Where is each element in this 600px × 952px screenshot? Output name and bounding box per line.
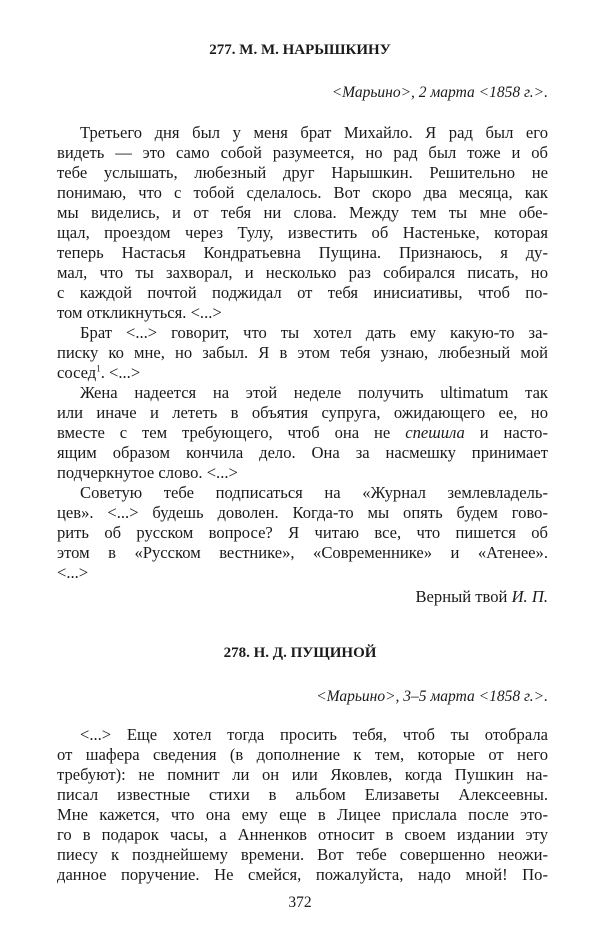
- text-segment: от шафера сведения (в дополнение к тем, которые от него: [57, 745, 548, 764]
- text-line: [57, 203, 548, 223]
- text-line: [57, 523, 548, 543]
- letter-278-body: [57, 725, 548, 885]
- signature-text: Верный твой: [415, 587, 512, 606]
- text-line: [57, 243, 548, 263]
- text-line: [57, 483, 548, 503]
- letter-278-date: <Марьино>, 3–5 марта <1858 г.>.: [316, 688, 548, 705]
- text-line: [57, 845, 548, 865]
- text-line: [57, 865, 548, 885]
- text-segment: щал, проездом через Тулу, известить об Настеньке, которая: [57, 223, 548, 242]
- text-line: [57, 363, 548, 383]
- text-segment: мал, что ты захворал, и несколько раз собирался писать, но: [57, 263, 548, 282]
- text-line: [57, 563, 548, 583]
- text-segment: с каждой почтой поджидал от тебя инисиативы, чтоб по-: [57, 283, 548, 302]
- text-segment: видеть — это само собой разумеется, но рад был тоже и об: [57, 143, 548, 162]
- text-line: [57, 503, 548, 523]
- text-segment: мы виделись, и от тебя ни слова. Между тем ты мне обе-: [57, 203, 548, 222]
- text-line: [57, 263, 548, 283]
- text-segment: тебе услышать, любезный друг Нарышкин. Решительно не: [57, 163, 548, 182]
- text-segment: понимаю, что с тобой сделалось. Вот скоро два месяца, как: [57, 183, 548, 202]
- text-segment: писку ко мне, но забыл. Я в этом тебя узнаю, любезный мой: [57, 343, 548, 362]
- text-segment: Третьего дня был у меня брат Михайло. Я рад был его: [80, 123, 548, 142]
- text-segment: Жена надеется на этой неделе получить ultimatum так: [80, 383, 548, 402]
- letter-277-body: [57, 123, 548, 583]
- text-segment: Мне кажется, что она ему еще в Лицее прислала после это-: [57, 805, 548, 824]
- text-line: [57, 223, 548, 243]
- text-line: [57, 163, 548, 183]
- text-line: [57, 463, 548, 483]
- letter-277-heading: 277. М. М. НАРЫШКИНУ: [209, 42, 391, 58]
- text-segment: сосед: [57, 363, 97, 382]
- text-line: [57, 283, 548, 303]
- text-line: [57, 825, 548, 845]
- text-line: [57, 725, 548, 745]
- text-segment: <...>: [57, 563, 89, 582]
- letter-277-date: <Марьино>, 2 марта <1858 г.>.: [331, 84, 548, 101]
- text-segment: данное поручение. Не смейся, пожалуйста, надо мной! По-: [57, 865, 548, 884]
- text-line: [57, 143, 548, 163]
- text-segment: и насто-: [464, 423, 548, 442]
- text-line: [57, 323, 548, 343]
- text-segment: этом в «Русском вестнике», «Современнике» и «Атенее».: [57, 543, 548, 562]
- text-line: [57, 785, 548, 805]
- text-segment: том откликнуться. <...>: [57, 303, 222, 322]
- footnote-marker[interactable]: 1: [96, 363, 101, 374]
- text-line: [57, 805, 548, 825]
- text-segment: рить об русском вопросе? Я читаю все, что пишется об: [57, 523, 548, 542]
- text-line: [57, 303, 548, 323]
- text-segment: цев». <...> будешь доволен. Когда-то мы опять будем гово-: [57, 503, 548, 522]
- signature-initials: И. П.: [511, 587, 548, 606]
- text-line: [57, 745, 548, 765]
- text-segment: писал известные стихи в альбом Елизаветы Алексеевны.: [57, 785, 548, 804]
- text-segment: требуют): не помнит ли он или Яковлев, когда Пушкин на-: [57, 765, 548, 784]
- text-segment: . <...>: [100, 363, 141, 382]
- letter-278-heading: 278. Н. Д. ПУЩИНОЙ: [223, 645, 377, 661]
- text-line: [57, 183, 548, 203]
- text-line: [57, 443, 548, 463]
- text-segment: или иначе и лететь в объятия супруга, ожидающего ее, но: [57, 403, 548, 422]
- text-segment: Советую тебе подписаться на «Журнал землевладель-: [80, 483, 548, 502]
- text-segment: теперь Настасья Кондратьевна Пущина. Признаюсь, я ду-: [57, 243, 548, 262]
- text-segment: Брат <...> говорит, что ты хотел дать ему какую-то за-: [80, 323, 548, 342]
- text-line: [57, 343, 548, 363]
- page-number: 372: [288, 894, 312, 911]
- text-line: [57, 423, 548, 443]
- text-line: [57, 543, 548, 563]
- text-segment: го в подарок часы, а Анненков относит в своем издании эту: [57, 825, 548, 844]
- text-segment: пиесу к позднейшему времени. Вот тебе совершенно неожи-: [57, 845, 548, 864]
- text-segment: подчеркнутое слово. <...>: [57, 463, 238, 482]
- text-segment: <...> Еще хотел тогда просить тебя, чтоб ты отобрала: [80, 725, 548, 744]
- letter-277-signature: [57, 587, 548, 607]
- text-segment: ящим образом кончила дело. Она за насмешку принимает: [57, 443, 548, 462]
- text-line: [57, 765, 548, 785]
- text-line: [57, 403, 548, 423]
- text-line: [57, 123, 548, 143]
- emphasized-text: спешила: [405, 423, 465, 442]
- text-line: [57, 383, 548, 403]
- text-segment: вместе с тем требующего, чтоб она не: [57, 423, 406, 442]
